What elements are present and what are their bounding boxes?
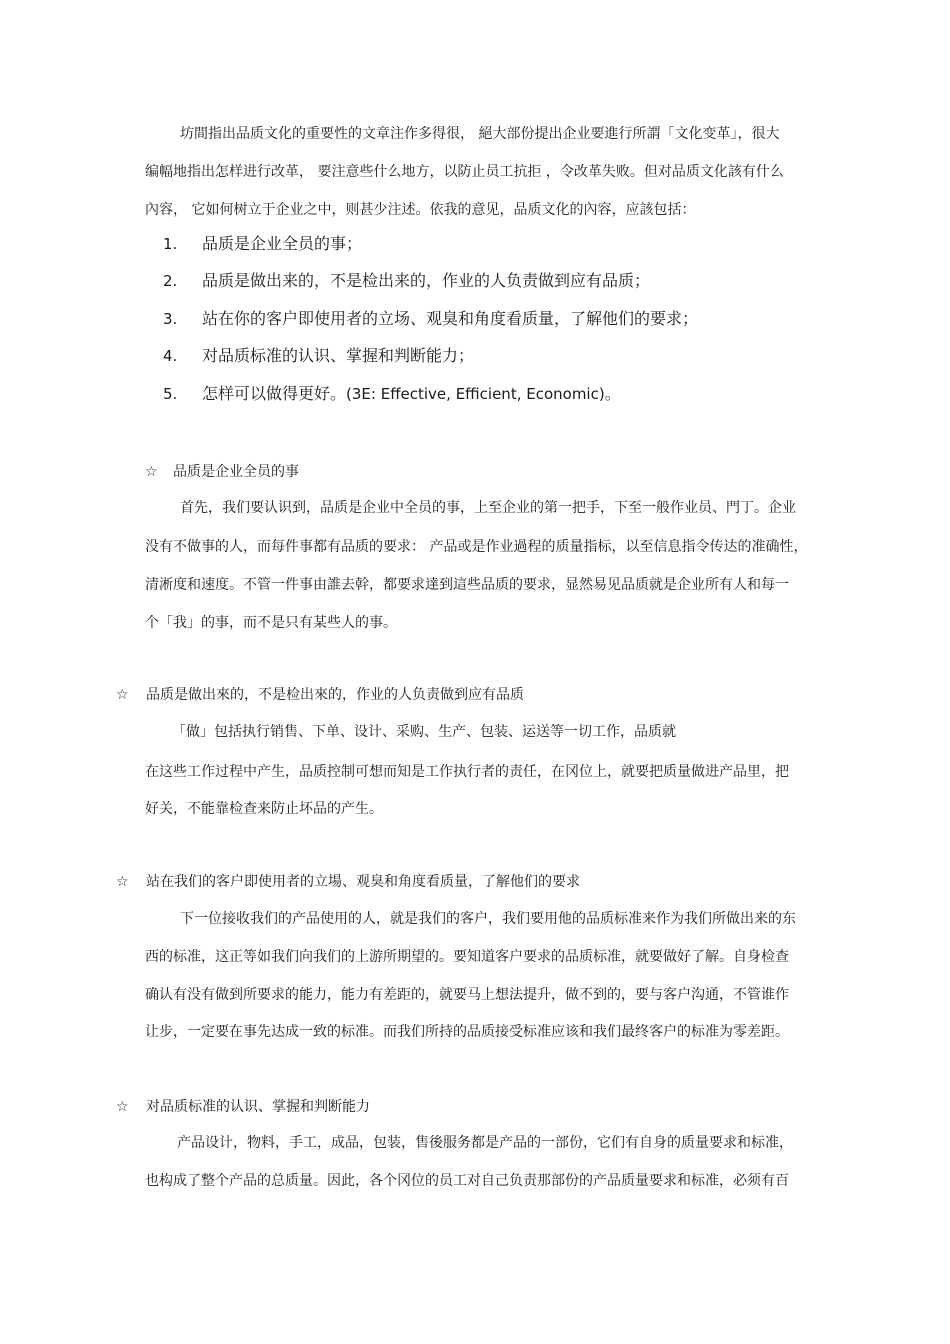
section-line: 首先，我们要认识到，品质是企业中全员的事，上至企业的第一把手，下至一般作业员、門丁。企业 <box>180 500 796 516</box>
list-item-number: 2. <box>163 272 178 290</box>
list-item-text-latin: (3E: Effective, Efficient, Economic) <box>346 385 605 403</box>
star-icon: ☆ <box>145 464 158 480</box>
list-item-text-cn: 品质是做出来的，不是检出来的，作业的人负责做到应有品质； <box>202 271 651 290</box>
section-line: 「做」包括执行销售、下单、设计、采购、生产、包装、运送等一切工作，品质就 <box>172 724 676 740</box>
list-item-text <box>202 270 650 292</box>
list-item-text <box>202 308 698 330</box>
section-line: 个「我」的事，而不是只有某些人的事。 <box>145 615 397 631</box>
intro-line-3: 內容， 它如何树立于企业之中，则甚少注述。依我的意见，品质文化的內容，应該包括： <box>145 202 696 218</box>
list-item-number: 1. <box>163 235 178 253</box>
section-line: 好关，不能靠检查来防止坏品的产生。 <box>145 801 383 817</box>
intro-line-1: 坊間指出品质文化的重要性的文章注作多得很， 絕大部份提出企业要進行所謂「文化变革」，很大 <box>180 126 780 142</box>
section-line: 也构成了整个产品的总质量。因此，各个冈位的员工对自己负责那部份的产品质量要求和标准，必须有百 <box>145 1173 789 1189</box>
list-item-text <box>202 383 621 405</box>
section-heading: 站在我们的客户即使用者的立場、观臭和角度看质量，了解他们的要求 <box>146 874 580 890</box>
section-line: 在这些工作过程中产生，品质控制可想而知是工作执行者的责任，在冈位上，就要把质量做进产品里，把 <box>145 764 789 780</box>
star-icon: ☆ <box>116 874 129 890</box>
list-item-number: 3. <box>163 310 178 328</box>
list-item-number: 4. <box>163 347 178 365</box>
section-line: 下一位接收我们的产品使用的人，就是我们的客户，我们要用他的品质标准来作为我们所做出来的东 <box>180 911 796 927</box>
section-line: 没有不做事的人，而每件事都有品质的要求： 产品或是作业過程的质量指标，以至信息指令传达的准确性， <box>145 539 808 555</box>
intro-line-2: 编幅地指出怎样进行改革， 要注意些什么地方，以防止员工抗拒 ，令改革失败。但对品质文化該有什么 <box>145 164 784 180</box>
section-heading: 品质是做出來的，不是检出來的，作业的人负责做到应有品质 <box>146 687 524 703</box>
list-item-text-tail: 。 <box>604 384 621 403</box>
section-line: 让步，一定要在事先达成一致的标准。而我们所持的品质接受标准应该和我们最终客户的标准为零差距。 <box>145 1024 789 1040</box>
list-item-text <box>202 233 362 255</box>
section-heading: 品质是企业全员的事 <box>173 464 299 480</box>
list-item-text <box>202 345 474 367</box>
list-item-text-cn: 站在你的客户即使用者的立场、观臭和角度看质量，了解他们的要求； <box>202 309 699 328</box>
list-item-number: 5. <box>163 385 178 403</box>
section-line: 清淅度和速度。不管一件事由誰去幹，都要求達到這些品质的要求，显然易见品质就是企业所有人和每一 <box>145 577 789 593</box>
section-heading: 对品质标准的认识、掌握和判断能力 <box>146 1099 370 1115</box>
section-line: 确认有没有做到所要求的能力，能力有差距的，就要马上想法提升，做不到的，要与客户沟通，不管谁作 <box>145 987 789 1003</box>
section-line: 西的标准，这正等如我们向我们的上游所期望的。要知道客户要求的品质标准，就要做好了解。自身检查 <box>145 949 789 965</box>
star-icon: ☆ <box>116 1099 129 1115</box>
star-icon: ☆ <box>116 687 129 703</box>
list-item-text-cn: 对品质标准的认识、掌握和判断能力； <box>202 346 475 365</box>
list-item-text-cn: 品质是企业全员的事； <box>202 234 363 253</box>
section-line: 产品设计，物料，手工，成品，包装，售後服务都是产品的一部份，它们有自身的质量要求和标准， <box>177 1135 793 1151</box>
list-item-text-cn: 怎样可以做得更好。 <box>202 384 347 403</box>
